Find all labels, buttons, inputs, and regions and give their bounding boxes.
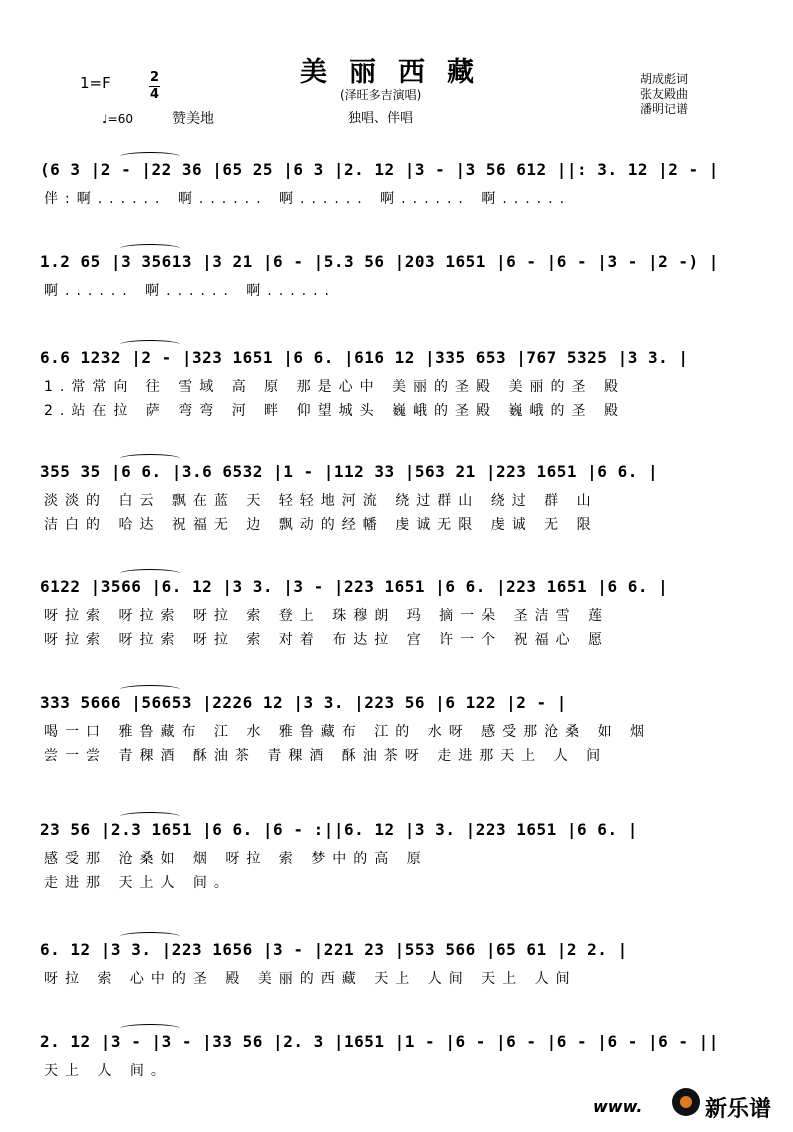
lyric-line: 呀拉索 呀拉索 呀拉 索 登上 珠穆朗 玛 摘一朵 圣洁雪 莲	[44, 608, 610, 624]
lyric-line: 天上 人 间。	[44, 1063, 172, 1079]
notation-row: 6. 12 |3 3. |223 1656 |3 - |221 23 |553 566 |65 61 |2 2. |	[40, 940, 628, 959]
tempo-mark: ♩=60	[102, 112, 133, 126]
performance-type: 独唱、伴唱	[348, 111, 414, 126]
time-signature	[149, 70, 160, 103]
expression-mark: 赞美地	[172, 111, 214, 127]
lyric-line: 感受那 沧桑如 烟 呀拉 索 梦中的高 原	[44, 851, 428, 867]
song-title: 美丽西藏	[300, 57, 496, 88]
lyric-line: 啊...... 啊...... 啊......	[44, 283, 337, 299]
notation-row: 333 5666 |56653 |2226 12 |3 3. |223 56 |6 122 |2 - |	[40, 693, 567, 712]
lyric-line: 喝一口 雅鲁藏布 江 水 雅鲁藏布 江的 水呀 感受那沧桑 如 烟	[44, 724, 652, 740]
slur-mark	[120, 152, 180, 161]
lyric-line: 呀拉索 呀拉索 呀拉 索 对着 布达拉 宫 许一个 祝福心 愿	[44, 632, 610, 648]
lyric-line: 洁白的 哈达 祝福无 边 飘动的经幡 虔诚无限 虔诚 无 限	[44, 517, 598, 533]
lyric-line: 2.站在拉 萨 弯弯 河 畔 仰望城头 巍峨的圣殿 巍峨的圣 殿	[44, 403, 625, 419]
lyric-line: 呀拉 索 心中的圣 殿 美丽的西藏 天上 人间 天上 人间	[44, 971, 577, 987]
brand-name: 新乐谱	[705, 1097, 772, 1122]
notation-row: 2. 12 |3 - |3 - |33 56 |2. 3 |1651 |1 - |6 - |6 - |6 - |6 - |6 - ||	[40, 1032, 719, 1051]
lyricist-credit: 胡成彪词	[640, 72, 689, 86]
slur-mark	[120, 932, 180, 941]
time-signature-top: 2	[150, 70, 160, 85]
slur-mark	[120, 340, 180, 349]
lyric-line: 1.常常向 往 雪域 高 原 那是心中 美丽的圣殿 美丽的圣 殿	[44, 379, 625, 395]
notation-row: 1.2 65 |3 35613 |3 21 |6 - |5.3 56 |203 1651 |6 - |6 - |3 - |2 -) |	[40, 252, 719, 271]
transcriber-credit: 潘明记谱	[640, 102, 689, 116]
lyric-line: 伴:啊...... 啊...... 啊...... 啊...... 啊......	[44, 191, 572, 207]
notation-row: 6.6 1232 |2 - |323 1651 |6 6. |616 12 |335 653 |767 5325 |3 3. |	[40, 348, 689, 367]
notation-row: 6122 |3566 |6. 12 |3 3. |3 - |223 1651 |6 6. |223 1651 |6 6. |	[40, 577, 669, 596]
lyric-line: 淡淡的 白云 飘在蓝 天 轻轻地河流 绕过群山 绕过 群 山	[44, 493, 598, 509]
performer-note: (泽旺多吉演唱)	[340, 88, 422, 102]
slur-mark	[120, 569, 180, 578]
slur-mark	[120, 685, 180, 694]
slur-mark	[120, 244, 180, 253]
notation-row: (6 3 |2 - |22 36 |65 25 |6 3 |2. 12 |3 - |3 56 612 ||: 3. 12 |2 - |	[40, 160, 719, 179]
slur-mark	[120, 1024, 180, 1033]
brand-logo-icon	[672, 1088, 700, 1116]
composer-credit: 张友殿曲	[640, 87, 689, 101]
watermark-text: www.	[593, 1097, 643, 1116]
notation-row: 23 56 |2.3 1651 |6 6. |6 - :||6. 12 |3 3. |223 1651 |6 6. |	[40, 820, 638, 839]
lyric-line: 尝一尝 青稞酒 酥油茶 青稞酒 酥油茶呀 走进那天上 人 间	[44, 748, 608, 764]
time-signature-bottom: 4	[150, 87, 160, 102]
slur-mark	[120, 454, 180, 463]
lyric-line: 走进那 天上人 间。	[44, 875, 235, 891]
notation-row: 355 35 |6 6. |3.6 6532 |1 - |112 33 |563 21 |223 1651 |6 6. |	[40, 462, 659, 481]
credits	[640, 72, 688, 117]
slur-mark	[120, 812, 180, 821]
key-signature: 1=F	[80, 74, 111, 92]
